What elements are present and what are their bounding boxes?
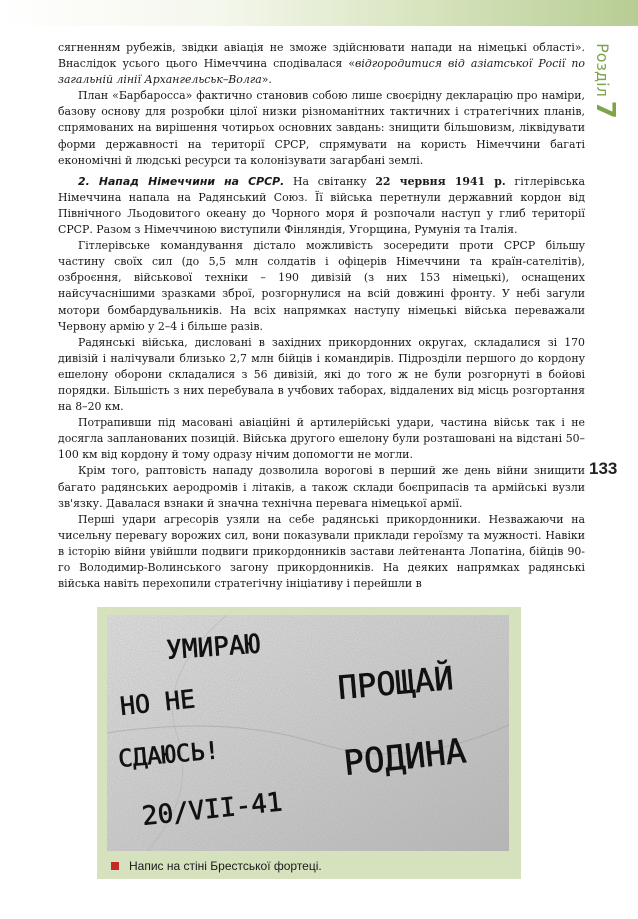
paragraph-7: Перші удари агресорів узяли на себе радянські прикордонники. Незважаючи на чисельну перевагу ворожих сил, вони показували приклади героїзму та мужності. Навіки в історію війни увійшли подвиги прикордонників застави лейтенанта Лопатіна, бійців 90-го Володимир-Волинського загону прикордонників. На деяких напрямках радянські війська навіть перехопили стратегічну ініціативу і перейшли в xyxy=(58,512,585,591)
section-title: 2. Напад Німеччини на СРСР. xyxy=(78,174,285,188)
paragraph-2: План «Барбаросса» фактично становив собою лише своєрідну декларацію про наміри, базову основу для розробки цілої низки різноманітних тактичних і стратегічних планів, спрямованих на вирішення чотирьох основних завдань: знищити більшовизм, ліквідувати форми державності на території СРСР, спрямувати на користь Німеччини багаті економічні й людські ресурси та колонізувати загарбані землі. xyxy=(58,89,585,167)
caption-bullet-icon xyxy=(111,862,119,870)
body-text xyxy=(58,40,585,592)
date-highlight: 22 червня 1941 р. xyxy=(375,174,506,188)
inscription-line: ПРОЩАЙ xyxy=(336,659,455,707)
caption-text: Напис на стіні Брестської фортеці. xyxy=(129,859,322,873)
inscription-line: НО НЕ xyxy=(118,684,197,721)
section-2-paragraph: 2. Напад Німеччини на СРСР. На світанку 22 червня 1941 р. гітлерівська Німеччина напала на Радянський Союз. Її війська перетнули державний кордон від Північного Льодовитого океану до Чорного моря й розпочали наступ у глиб території СРСР. Разом з Німеччиною виступили Фінляндія, Угорщина, Румунія та Італія. xyxy=(58,174,585,237)
paragraph-6: Крім того, раптовість нападу дозволила ворогові в перший же день війни знищити багато радянських аеродромів і літаків, а також склади боєприпасів та армійські вузли зв'язку. Давалася взнаки й значна технічна перевага німецької армії. xyxy=(58,464,585,510)
paragraph-4: Радянські війська, дисловані в західних прикордонних округах, складалися зі 170 дивізій і налічували близько 2,7 млн бійців і командирів. Підрозділи першого до кордону ешелону оборони складалися з 56 дивізій, які до того ж не були розгорнуті в бойові порядки. Більшість з них перебувала в учбових таборах, віддалених від місць розгортання на 8–20 км. xyxy=(58,335,585,414)
inscription-photo xyxy=(107,615,509,851)
inscription-line: СДАЮСЬ! xyxy=(117,736,221,773)
paragraph-5: Потрапивши під масовані авіаційні й артилерійські удари, частина військ так і не досягла запланованих позицій. Війська другого ешелону були розташовані на відстані 50–100 км від кордону й тому одразу нічим допомогти не могли. xyxy=(58,416,585,462)
inscription-line: РОДИНА xyxy=(341,731,469,784)
figure xyxy=(97,607,521,879)
top-color-band xyxy=(0,0,638,26)
paragraph-3: Гітлерівське командування дістало можливість зосередити проти СРСР більшу частину своїх сил (до 5,5 млн солдатів і офіцерів Німеччини та країн-сателітів), озброєння, військової техніки – 190 дивізій (з них 153 німецькі), оснащених найсучаснішими зразками зброї, розгорнулися на всій довжині фронту. У небі загули мотори бомбардувальників. На всіх напрямках наступу німецькі війська переважали Червону армію у 2–4 і більше разів. xyxy=(58,239,585,333)
inscription-line: УМИРАЮ xyxy=(165,629,262,666)
inscription-line: 20/VII-41 xyxy=(140,787,284,832)
chapter-tab xyxy=(587,22,623,140)
chapter-label: Розділ7 xyxy=(590,43,620,119)
chapter-number: 7 xyxy=(590,100,620,119)
paragraph-1: сягненням рубежів, звідки авіація не зможе здійснювати напади на німецькі області». Внаслідок усього цього Німеччина сподівалася «відгородитися від азіатської Росії по загальній лінії Архангельськ–Волга». xyxy=(58,41,585,87)
page-number: 133 xyxy=(589,459,618,478)
figure-caption xyxy=(111,857,322,875)
